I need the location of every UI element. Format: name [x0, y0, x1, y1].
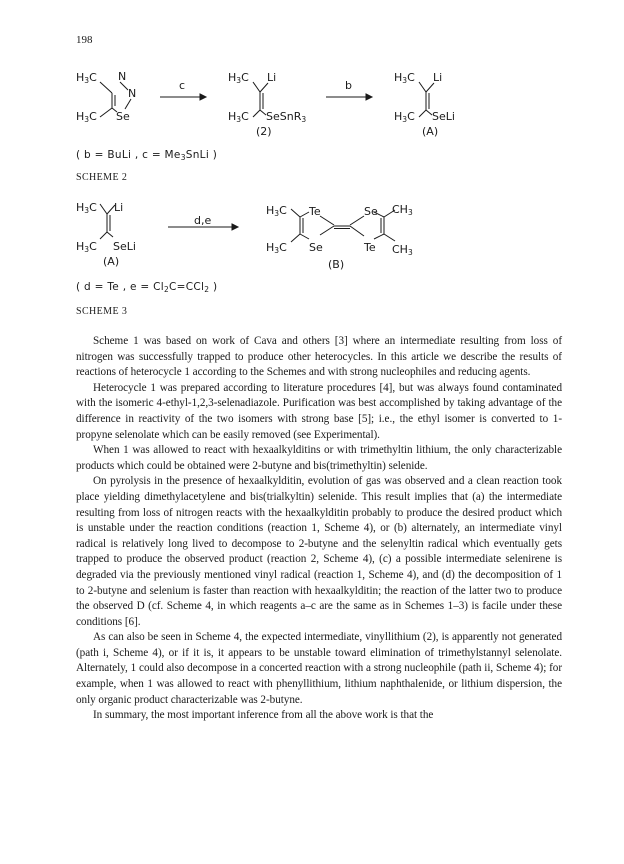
- article-body: [76, 334, 562, 724]
- scheme3-left-li: Li: [114, 201, 124, 214]
- scheme-2-bonds: [0, 0, 624, 200]
- scheme3-caption: SCHEME 3: [76, 306, 128, 317]
- paragraph-4: On pyrolysis in the presence of hexaalkylditin, evolution of gas was observed and a clean reaction took place yielding dimethylacetylene and bis(trialkyltin) selenide. This result implies that (a) the intermediate resulting from loss of nitrogen reacts with the hexaalkylditin probably to produce the desired product which is unstable under the reaction conditions (reaction 1, Scheme 4), or (b) alternately, an intermediate vinyl radical is relatively long lived to decompose to 2-butyne and the selenyltin radical which eventually gets trapped to produce the observed product (reaction 2, Scheme 4), (c) a possible intermediate selenirene is degraded via the previously mentioned vinyl radical (reaction 1, Scheme 4), and (d) the decomposition of 1 to 2-butyne and selenium is faster than reaction with hexaalkylditin; the reaction of the latter two to produce the observed D (cf. Scheme 4, in which reagents a–c are the same as in Schemes 1–3) is facile under these conditions [6].: [76, 475, 562, 628]
- paragraph-5: As can also be seen in Scheme 4, the expected intermediate, vinyllithium (2), is apparently not generated (path i, Scheme 4), or if it is, it appears to be unstable toward elimination of trimethylstannyl selenolate. Alternately, 1 could also decompose in a concerted reaction with a strong nucleophile (path ii, Scheme 4); for example, when 1 was allowed to react with phenyllithium, lithium naphthalenide, or lithium dispersion, the only organic product characterizable was 2-butyne.: [76, 631, 562, 706]
- scheme2-left-ch3-top: $H_3C$: [76, 71, 97, 85]
- scheme3-product-se-bottom: Se: [309, 241, 323, 254]
- paragraph-2: Heterocycle 1 was prepared according to literature procedures [4], but was always found contaminated with the isomeric 4-ethyl-1,2,3-selenadiazole. Purification was best accomplished by taking advantage of the difference in reactivity of the two isomers with strong base [5]; i.e., the ethyl isomer is converted to 1-propyne selenolate which can be easily removed (see Experimental).: [76, 381, 562, 441]
- scheme2-reagent-note: ( b = BuLi , $c = Me_3SnLi$ ): [76, 149, 218, 162]
- scheme3-product-ch3-br: $CH_3$: [392, 243, 413, 257]
- scheme2-compound-a-label: (A): [422, 125, 439, 138]
- page-number: 198: [76, 34, 93, 46]
- scheme2-left-ch3-bottom: $H_3C$: [76, 110, 97, 124]
- scheme3-compound-a-label: (A): [103, 255, 120, 268]
- scheme3-left-ch3-top: $H_3C$: [76, 201, 97, 215]
- scheme2-left-se: Se: [116, 110, 130, 123]
- scheme3-product-ch3-bl: $H_3C$: [266, 241, 287, 255]
- scheme2-arrow-b-label: b: [345, 79, 352, 92]
- scheme3-compound-b-label: (B): [328, 258, 345, 271]
- scheme2-middle-ch3-top: $H_3C$: [228, 71, 249, 85]
- scheme2-middle-li: Li: [267, 71, 277, 84]
- scheme2-caption: SCHEME 2: [76, 172, 128, 183]
- scheme3-product-te-top: Te: [309, 205, 321, 218]
- paragraph-1: Scheme 1 was based on work of Cava and others [3] where an intermediate resulting from loss of nitrogen was successfully trapped to produce other heterocycles. In this article we describe the results of reactions of heterocycle 1 according to the Schemes and with strong nucleophiles and reducing agents.: [76, 335, 562, 379]
- scheme2-right-li: Li: [433, 71, 443, 84]
- scheme3-reagent-note: ( d = Te , $e = Cl_2C=CCl_2$ ): [76, 281, 218, 294]
- scheme2-arrow-c-label: c: [179, 79, 186, 92]
- scheme2-right-ch3-top: $H_3C$: [394, 71, 415, 85]
- scheme3-product-te-bottom: Te: [364, 241, 376, 254]
- scheme3-product-se-top: Se: [364, 205, 378, 218]
- scheme3-arrow-de-label: d,e: [194, 214, 212, 227]
- paragraph-6: In summary, the most important inference from all the above work is that the: [93, 709, 434, 722]
- paragraph-3: When 1 was allowed to react with hexaalkylditins or with trimethyltin lithium, the only characterizable products which could be obtained were 2-butyne and bis(trimethyltin) selenide.: [76, 444, 562, 472]
- scheme2-middle-ch3-bottom: $H_3C$: [228, 110, 249, 124]
- scheme3-product-ch3-tr: $CH_3$: [392, 203, 413, 217]
- scheme2-right-ch3-bottom: $H_3C$: [394, 110, 415, 124]
- scheme3-left-seli: SeLi: [113, 240, 136, 253]
- scheme2-left-n-top: N: [118, 70, 127, 83]
- scheme3-product-ch3-tl: $H_3C$: [266, 204, 287, 218]
- scheme2-middle-sesnr3: SeSnR$_3$: [266, 110, 307, 124]
- scheme2-left-n-side: N: [128, 87, 137, 100]
- scheme2-right-seli: SeLi: [432, 110, 455, 123]
- scheme2-compound-2-label: (2): [256, 125, 272, 138]
- scheme3-left-ch3-bottom: $H_3C$: [76, 240, 97, 254]
